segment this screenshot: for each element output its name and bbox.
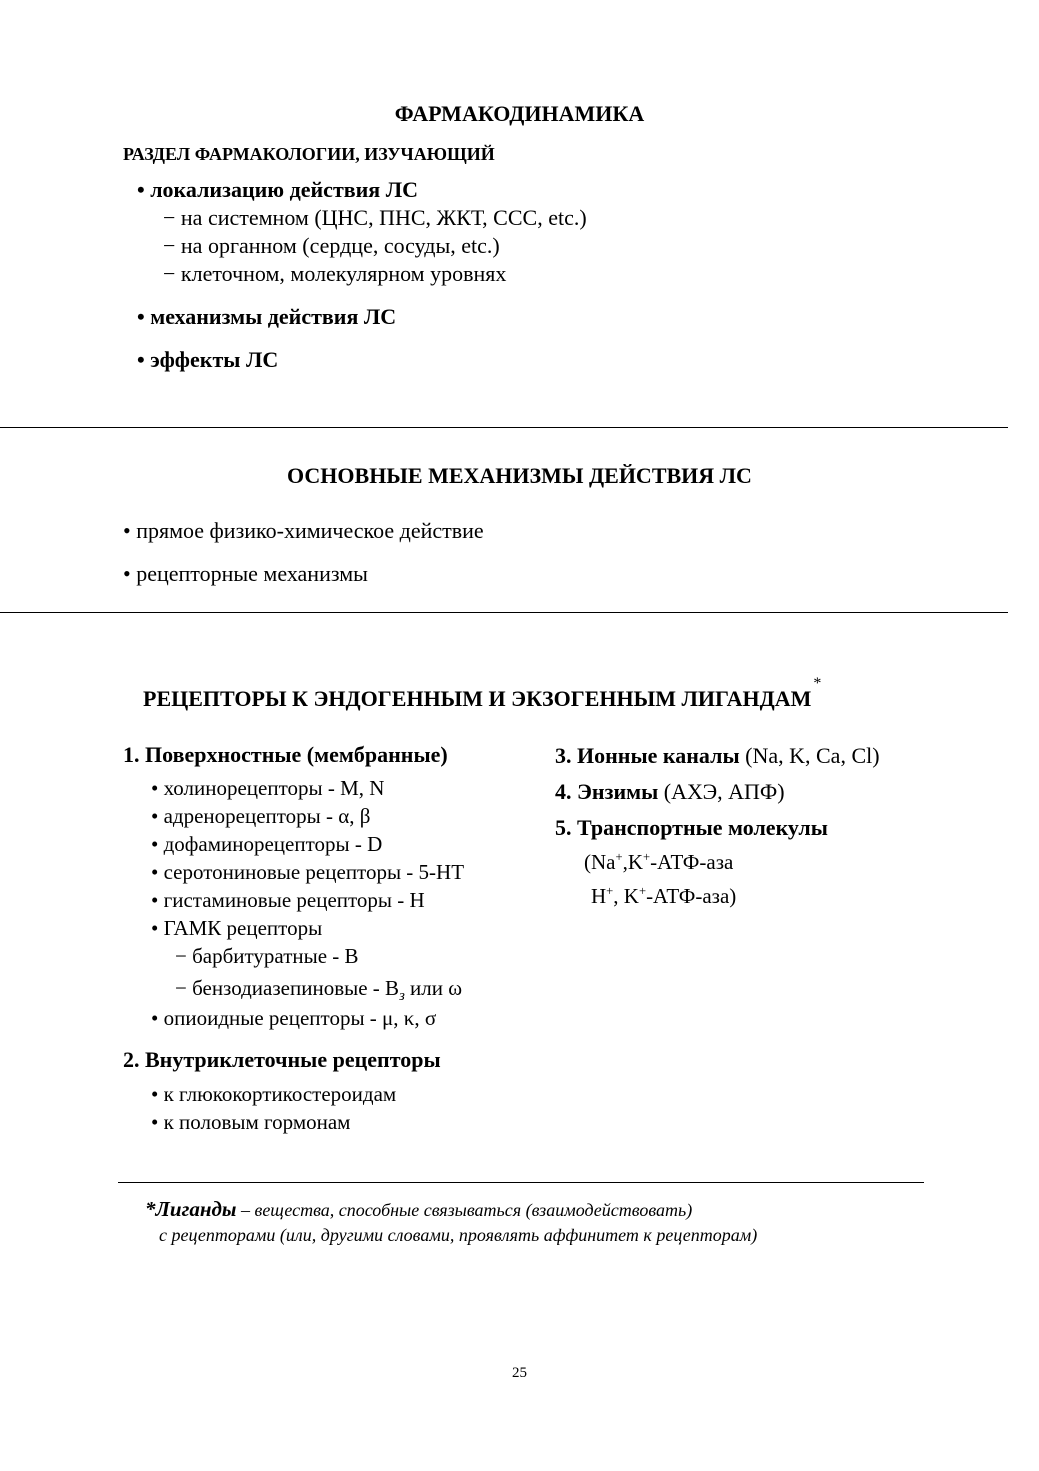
page-number: 25 — [512, 1365, 527, 1381]
receptor-group-3 — [555, 743, 880, 769]
receptor-item-dopamine: • дофаминорецепторы - D — [151, 832, 383, 856]
bullet-localization: • локализацию действия ЛС — [137, 177, 418, 202]
receptor-group-1-heading: 1. Поверхностные (мембранные) — [123, 742, 448, 767]
receptor-item-opioid: • опиоидные рецепторы - μ, κ, σ — [151, 1006, 437, 1030]
bullet-effects: • эффекты ЛС — [137, 347, 279, 372]
section3-title — [143, 675, 822, 712]
receptor-group-5-heading: 5. Транспортные молекулы — [555, 815, 828, 840]
divider-2 — [0, 612, 1008, 613]
receptor-group-3-detail: (Na, K, Ca, Cl) — [739, 743, 880, 768]
transport-na-text: (Na — [584, 850, 616, 874]
transport-h-sup: + — [606, 884, 614, 898]
receptor-subitem-barbiturate: − барбитуратные - B — [175, 944, 359, 968]
receptor-item-adreno: • адренорецепторы - α, β — [151, 804, 371, 828]
receptor-group-4-heading: 4. Энзимы — [555, 779, 659, 804]
section2-title: ОСНОВНЫЕ МЕХАНИЗМЫ ДЕЙСТВИЯ ЛС — [287, 463, 752, 488]
transport-k2-sup: + — [638, 884, 647, 898]
sub-systemic: − на системном (ЦНС, ПНС, ЖКТ, ССС, etc.) — [163, 205, 587, 230]
benzo-text: − бензодиазепиновые - B — [175, 976, 400, 1000]
footnote-definition: – вещества, способные связываться (взаимодействовать) — [236, 1200, 693, 1220]
transport-k2-text: , K — [613, 884, 639, 908]
receptor-group-4-detail: (АХЭ, АПФ) — [658, 779, 785, 804]
transport-k-text: ,K — [622, 850, 644, 874]
section1-title: ФАРМАКОДИНАМИКА — [394, 101, 645, 126]
section1-subtitle: РАЗДЕЛ ФАРМАКОЛОГИИ, ИЗУЧАЮЩИЙ — [123, 144, 495, 164]
receptor-item-histamine: • гистаминовые рецепторы - H — [151, 888, 425, 912]
benzo-subscript: з — [399, 988, 405, 1005]
transport-k-sup: + — [643, 850, 651, 864]
transport-atpase-text: -АТФ-аза — [650, 850, 734, 874]
bullet-mechanisms: • механизмы действия ЛС — [137, 304, 397, 329]
sub-organ: − на органном (сердце, сосуды, etc.) — [163, 233, 500, 258]
transport-item-na-k — [584, 850, 733, 875]
footnote-divider — [118, 1182, 924, 1183]
mechanism-item-2: • рецепторные механизмы — [123, 561, 368, 586]
intracellular-item-glucocorticoid: • к глюкокортикостероидам — [151, 1082, 397, 1106]
intracellular-item-sex-hormone: • к половым гормонам — [151, 1110, 351, 1134]
transport-atpase2-text: -АТФ-аза) — [646, 884, 737, 908]
section3-title-text: РЕЦЕПТОРЫ К ЭНДОГЕННЫМ И ЭКЗОГЕННЫМ ЛИГАНДАМ — [143, 686, 812, 711]
footnote-line-1 — [145, 1197, 692, 1222]
footnote-term: *Лиганды — [145, 1197, 237, 1221]
receptor-item-cholino: • холинорецепторы - M, N — [151, 776, 385, 800]
receptor-group-4 — [555, 779, 785, 805]
transport-item-h-k — [591, 884, 736, 909]
benzo-rest: или ω — [404, 976, 463, 1000]
footnote-line-2: с рецепторами (или, другими словами, проявлять аффинитет к рецепторам) — [159, 1225, 758, 1245]
section3-title-mark: * — [813, 675, 822, 692]
receptor-group-3-heading: 3. Ионные каналы — [555, 743, 740, 768]
receptor-group-2-heading: 2. Внутриклеточные рецепторы — [123, 1047, 441, 1072]
receptor-item-serotonin: • серотониновые рецепторы - 5-HT — [151, 860, 465, 884]
transport-h-text: H — [591, 884, 607, 908]
receptor-subitem-benzodiazepine — [175, 976, 463, 1005]
receptor-item-gaba: • ГАМК рецепторы — [151, 916, 323, 940]
divider-1 — [0, 427, 1008, 428]
mechanism-item-1: • прямое физико-химическое действие — [123, 518, 484, 543]
transport-na-sup: + — [615, 850, 623, 864]
sub-cellular: − клеточном, молекулярном уровнях — [163, 261, 507, 286]
